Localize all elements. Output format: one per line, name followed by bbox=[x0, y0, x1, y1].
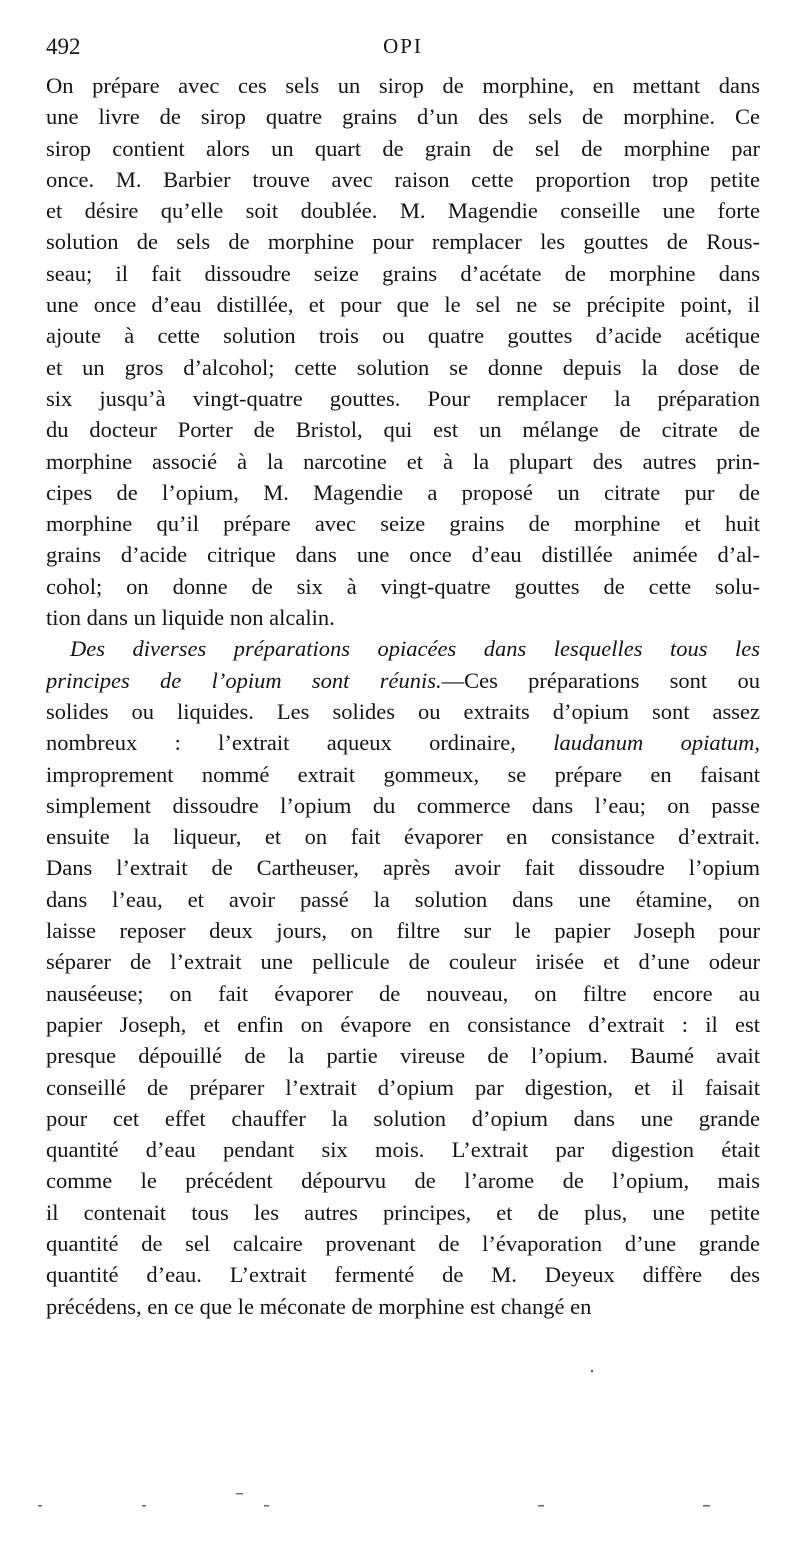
text-line bbox=[46, 508, 760, 539]
text-run: et un gros d’alcohol; cette solution se donne depuis la dose de bbox=[46, 354, 760, 380]
text-run: quantité d’eau. L’extrait fermenté de M. Deyeux diffère des bbox=[46, 1262, 760, 1288]
text-line bbox=[46, 1103, 760, 1134]
text-line bbox=[46, 70, 760, 101]
text-line bbox=[46, 696, 760, 727]
text-run: Dans l’extrait de Cartheuser, après avoir fait dissoudre l’opium bbox=[46, 855, 760, 881]
text-run: quantité d’eau pendant six mois. L’extrait par digestion était bbox=[46, 1137, 760, 1163]
page-header bbox=[46, 34, 760, 68]
text-line bbox=[46, 884, 760, 915]
text-run: once. M. Barbier trouve avec raison cette proportion trop petite bbox=[46, 166, 760, 192]
text-run: grains d’acide citrique dans une once d’eau distillée animée d’al- bbox=[46, 542, 760, 568]
text-run: morphine associé à la narcotine et à la plupart des autres prin- bbox=[46, 448, 760, 474]
text-line bbox=[46, 1072, 760, 1103]
text-line bbox=[46, 383, 760, 414]
text-line bbox=[46, 320, 760, 351]
text-line bbox=[46, 289, 760, 320]
page-body bbox=[46, 70, 760, 1322]
text-run: cipes de l’opium, M. Magendie a proposé un citrate pur de bbox=[46, 479, 760, 505]
text-run: ajoute à cette solution trois ou quatre gouttes d’acide acétique bbox=[46, 323, 760, 349]
ink-speck bbox=[591, 1370, 593, 1372]
text-run: tion dans un liquide non alcalin. bbox=[46, 605, 335, 631]
text-line bbox=[46, 633, 760, 664]
text-line bbox=[46, 915, 760, 946]
text-line bbox=[46, 759, 760, 790]
ink-speck bbox=[264, 1505, 269, 1507]
text-line bbox=[46, 414, 760, 445]
text-run: nauséeuse; on fait évaporer de nouveau, on filtre encore au bbox=[46, 980, 760, 1006]
text-line bbox=[46, 665, 760, 696]
text-run: conseillé de préparer l’extrait d’opium par digestion, et il faisait bbox=[46, 1074, 760, 1100]
text-line bbox=[46, 539, 760, 570]
text-line bbox=[46, 1165, 760, 1196]
text-run: solution de sels de morphine pour remplacer les gouttes de Rous- bbox=[46, 229, 760, 255]
text-run: simplement dissoudre l’opium du commerce dans l’eau; on passe bbox=[46, 792, 760, 818]
text-line bbox=[46, 571, 760, 602]
text-run: ensuite la liqueur, et on fait évaporer en consistance d’extrait. bbox=[46, 824, 760, 850]
italic-text: Des diverses préparations opiacées dans lesquelles tous les bbox=[70, 636, 760, 662]
text-run: morphine qu’il prépare avec seize grains de morphine et huit bbox=[46, 511, 760, 537]
text-run: séparer de l’extrait une pellicule de couleur irisée et d’une odeur bbox=[46, 949, 760, 975]
text-run: une once d’eau distillée, et pour que le sel ne se précipite point, il bbox=[46, 292, 760, 318]
text-line bbox=[46, 1134, 760, 1165]
text-run: cohol; on donne de six à vingt-quatre gouttes de cette solu- bbox=[46, 573, 760, 599]
text-run: dans l’eau, et avoir passé la solution dans une étamine, on bbox=[46, 886, 760, 912]
paragraph bbox=[46, 633, 760, 1322]
text-run: improprement nommé extrait gommeux, se prépare en faisant bbox=[46, 761, 760, 787]
text-line bbox=[46, 226, 760, 257]
ink-speck bbox=[538, 1505, 544, 1507]
text-run: nombreux : l’extrait aqueux ordinaire, bbox=[46, 730, 554, 756]
text-run: On prépare avec ces sels un sirop de morphine, en mettant dans bbox=[46, 73, 760, 98]
text-run: —Ces préparations sont ou bbox=[441, 667, 760, 693]
text-line bbox=[46, 1228, 760, 1259]
ink-speck bbox=[703, 1505, 710, 1507]
text-line bbox=[46, 978, 760, 1009]
ink-speck bbox=[236, 1493, 243, 1495]
text-line bbox=[46, 195, 760, 226]
text-run: pour cet effet chauffer la solution d’opium dans une grande bbox=[46, 1105, 760, 1131]
text-line bbox=[46, 1009, 760, 1040]
text-line bbox=[46, 1259, 760, 1290]
text-run: six jusqu’à vingt-quatre gouttes. Pour remplacer la préparation bbox=[46, 385, 760, 411]
text-run: papier Joseph, et enfin on évapore en consistance d’extrait : il est bbox=[46, 1011, 760, 1037]
text-line bbox=[46, 821, 760, 852]
text-run: une livre de sirop quatre grains d’un des sels de morphine. Ce bbox=[46, 104, 760, 130]
ink-speck bbox=[38, 1505, 42, 1507]
paragraph bbox=[46, 70, 760, 633]
italic-text: laudanum opiatum bbox=[553, 730, 755, 756]
text-line bbox=[46, 1291, 760, 1322]
text-run: il contenait tous les autres principes, et de plus, une petite bbox=[46, 1199, 760, 1225]
running-head: OPI bbox=[383, 34, 423, 58]
text-run: , bbox=[754, 730, 760, 756]
ink-speck bbox=[142, 1505, 146, 1507]
text-line bbox=[46, 852, 760, 883]
text-line bbox=[46, 258, 760, 289]
text-line bbox=[46, 101, 760, 132]
text-line bbox=[46, 1040, 760, 1071]
text-line bbox=[46, 477, 760, 508]
text-run: presque dépouillé de la partie vireuse de l’opium. Baumé avait bbox=[46, 1043, 760, 1069]
text-line bbox=[46, 352, 760, 383]
text-line bbox=[46, 446, 760, 477]
text-run: laisse reposer deux jours, on filtre sur le papier Joseph pour bbox=[46, 918, 760, 944]
text-run: sirop contient alors un quart de grain de sel de morphine par bbox=[46, 135, 760, 161]
text-run: quantité de sel calcaire provenant de l’évaporation d’une grande bbox=[46, 1230, 760, 1256]
text-line bbox=[46, 602, 760, 633]
text-run: seau; il fait dissoudre seize grains d’acétate de morphine dans bbox=[46, 260, 760, 286]
text-run: et désire qu’elle soit doublée. M. Magendie conseille une forte bbox=[46, 198, 760, 224]
text-line bbox=[46, 946, 760, 977]
text-line bbox=[46, 727, 760, 758]
text-line bbox=[46, 164, 760, 195]
text-run: comme le précédent dépourvu de l’arome de l’opium, mais bbox=[46, 1168, 760, 1194]
text-line bbox=[46, 1197, 760, 1228]
text-run: solides ou liquides. Les solides ou extraits d’opium sont assez bbox=[46, 698, 760, 724]
text-line bbox=[46, 790, 760, 821]
text-run: du docteur Porter de Bristol, qui est un mélange de citrate de bbox=[46, 417, 760, 443]
text-line bbox=[46, 133, 760, 164]
italic-text: principes de l’opium sont réunis. bbox=[46, 667, 442, 693]
page-number: 492 bbox=[46, 34, 81, 59]
text-run: précédens, en ce que le méconate de morphine est changé en bbox=[46, 1293, 592, 1319]
